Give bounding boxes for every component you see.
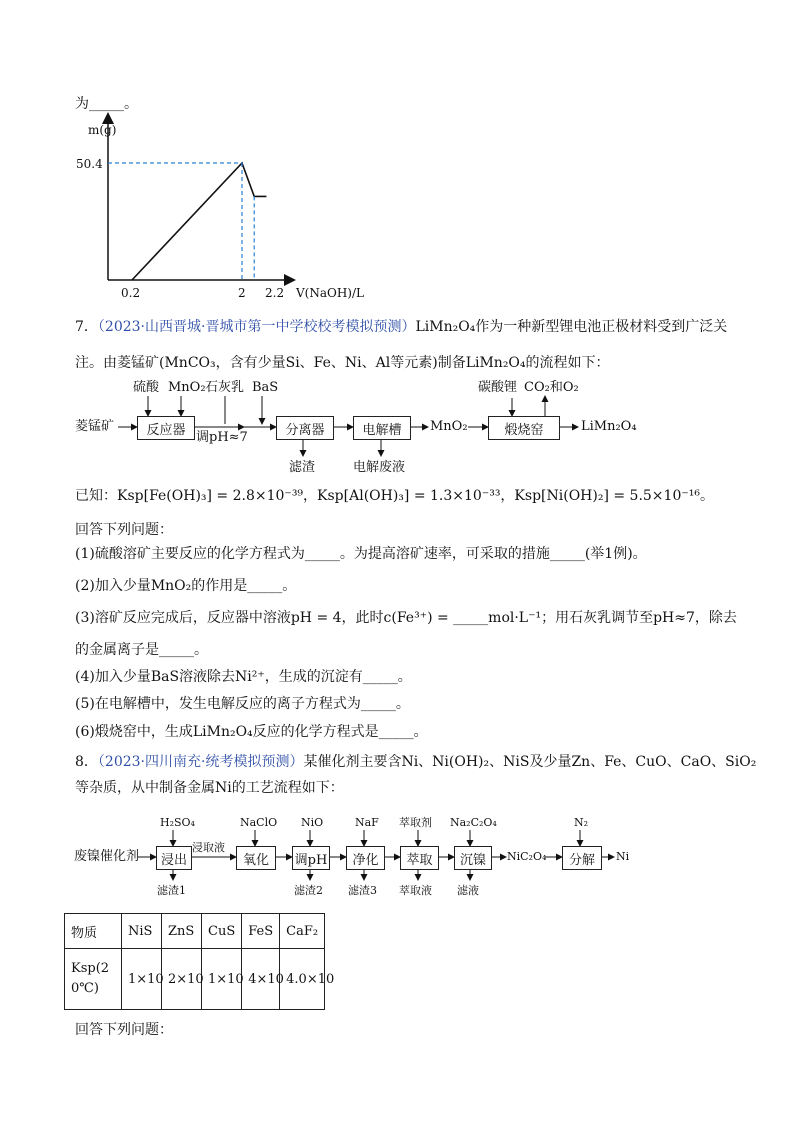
table-cell: NiS xyxy=(122,914,162,949)
q8-number: 8． xyxy=(75,754,98,770)
q6-tail: 为_____。 xyxy=(75,96,138,112)
q7-box-separator: 分离器 xyxy=(276,416,334,440)
table-cell: FeS xyxy=(242,914,280,949)
row-label-2: 0℃) xyxy=(71,981,99,996)
x-tick-1: 2 xyxy=(238,286,246,300)
q8-intro-2: 等杂质，从中制备金属Ni的工艺流程如下： xyxy=(75,780,344,796)
q7-source[interactable]: （2023·山西晋城·晋城市第一中学校校考模拟预测） xyxy=(97,319,416,335)
table-cell: 4.0×10 xyxy=(280,949,325,1010)
q8-ksp-table xyxy=(64,913,335,1010)
table-cell: CaF₂ xyxy=(280,914,325,949)
q8-waste-extract: 萃取液 xyxy=(399,884,432,897)
q8-reagent-extractant: 萃取剂 xyxy=(399,816,432,829)
q8-product: Ni xyxy=(616,850,630,863)
q8-waste-3: 滤渣3 xyxy=(348,884,377,897)
q7-question-2: (2)加入少量MnO₂的作用是_____。 xyxy=(75,578,297,594)
table-header-row xyxy=(65,914,325,949)
table-cell: 4×10 xyxy=(242,949,280,1010)
q8-reagent-n2: N₂ xyxy=(574,816,589,829)
y-value-label: 50.4 xyxy=(76,157,103,171)
q7-reagent-mno2: MnO₂ xyxy=(168,380,206,395)
table-cell xyxy=(65,949,122,1010)
q7-intro-1: LiMn₂O₄作为一种新型锂电池正极材料受到广泛关 xyxy=(415,319,728,335)
q8-reagent-h2so4: H₂SO₄ xyxy=(160,816,195,829)
q8-source[interactable]: （2023·四川南充·统考模拟预测） xyxy=(97,754,304,770)
q8-waste-filtrate: 滤液 xyxy=(457,884,479,897)
q7-gas: CO₂和O₂ xyxy=(524,380,579,395)
q8-box-extract: 萃取 xyxy=(400,846,439,870)
q7-reagent-acid: 硫酸 xyxy=(133,380,160,395)
table-cell: 2×10 xyxy=(162,949,202,1010)
q8-box-precipitate: 沉镍 xyxy=(454,846,492,870)
q8-reagent-naf: NaF xyxy=(355,816,379,829)
x-tick-0: 0.2 xyxy=(121,286,141,300)
q7-question-3: (3)溶矿反应完成后，反应器中溶液pH = 4，此时c(Fe³⁺) = _____mol·L⁻¹；用石灰乳调节至pH≈7，除去 xyxy=(75,610,737,626)
q8-waste-2: 滤渣2 xyxy=(294,884,323,897)
table-cell: 1×10 xyxy=(122,949,162,1010)
q8-box-oxidize: 氧化 xyxy=(236,846,276,870)
q8-start: 废镍催化剂 xyxy=(74,849,140,864)
table-cell: 1×10 xyxy=(202,949,242,1010)
q7-box-electrolyzer: 电解槽 xyxy=(353,416,411,440)
q8-prompt: 回答下列问题： xyxy=(75,1022,173,1038)
q8-box-leach: 浸出 xyxy=(156,846,192,870)
row-label-1: Ksp(2 xyxy=(71,961,110,976)
q7-waste-residue: 滤渣 xyxy=(289,460,316,475)
q7-product: LiMn₂O₄ xyxy=(581,419,637,434)
table-cell: CuS xyxy=(202,914,242,949)
x-axis-label: V(NaOH)/L xyxy=(296,286,364,300)
y-axis-label: m(g) xyxy=(88,123,117,137)
q7-reagent-bas: BaS xyxy=(252,380,279,395)
q7-intro-2: 注。由菱锰矿(MnCO₃，含有少量Si、Fe、Ni、Al等元素)制备LiMn₂O₄的流程如下： xyxy=(75,355,610,371)
q8-box-purify: 净化 xyxy=(346,846,385,870)
table-row xyxy=(65,949,325,1010)
x-tick-2: 2.2 xyxy=(265,286,285,300)
q8-mid-nic2o4: NiC₂O₄ xyxy=(507,850,547,863)
q7-box-kiln: 煅烧窑 xyxy=(488,416,560,440)
q8-reagent-nio: NiO xyxy=(301,816,324,829)
q7-question-5: (5)在电解槽中，发生电解反应的离子方程式为_____。 xyxy=(75,696,410,712)
q7-start: 菱锰矿 xyxy=(75,419,115,434)
q8-leach-liquid: 浸取液 xyxy=(192,841,225,854)
q7-question-4: (4)加入少量BaS溶液除去Ni²⁺，生成的沉淀有_____。 xyxy=(75,669,412,685)
q8-box-adjust-ph: 调pH xyxy=(292,846,330,870)
q7-question-1: (1)硫酸溶矿主要反应的化学方程式为_____。为提高溶矿速率，可采取的措施_____(举1例)。 xyxy=(75,546,647,562)
q8-box-decompose: 分解 xyxy=(562,846,602,870)
table-cell: ZnS xyxy=(162,914,202,949)
q8-reagent-na2c2o4: Na₂C₂O₄ xyxy=(450,816,497,829)
q7-reagent-lime: 石灰乳 xyxy=(205,380,245,395)
q7-mid-mno2: MnO₂ xyxy=(430,419,468,434)
q7-adjust-ph: 调pH≈7 xyxy=(196,430,248,445)
q8-reagent-naclo: NaClO xyxy=(240,816,278,829)
table-cell: 物质 xyxy=(65,914,122,949)
q7-box-reactor: 反应器 xyxy=(137,416,195,440)
q7-waste-liquor: 电解废液 xyxy=(353,460,406,475)
q7-number: 7． xyxy=(75,319,98,335)
q8-waste-1: 滤渣1 xyxy=(157,884,186,897)
q7-carbonate: 碳酸锂 xyxy=(478,380,518,395)
q8-intro-1: 某催化剂主要含Ni、Ni(OH)₂、NiS及少量Zn、Fe、CuO、CaO、SiO₂ xyxy=(303,754,757,770)
q7-question-3-cont: 的金属离子是_____。 xyxy=(75,642,208,658)
q7-known: 已知：Ksp[Fe(OH)₃] = 2.8×10⁻³⁹，Ksp[Al(OH)₃] = 1.3×10⁻³³，Ksp[Ni(OH)₂] = 5.5×10⁻¹⁶。 xyxy=(75,488,714,504)
q7-prompt: 回答下列问题： xyxy=(75,522,173,538)
q7-question-6: (6)煅烧窑中，生成LiMn₂O₄反应的化学方程式是_____。 xyxy=(75,724,428,740)
